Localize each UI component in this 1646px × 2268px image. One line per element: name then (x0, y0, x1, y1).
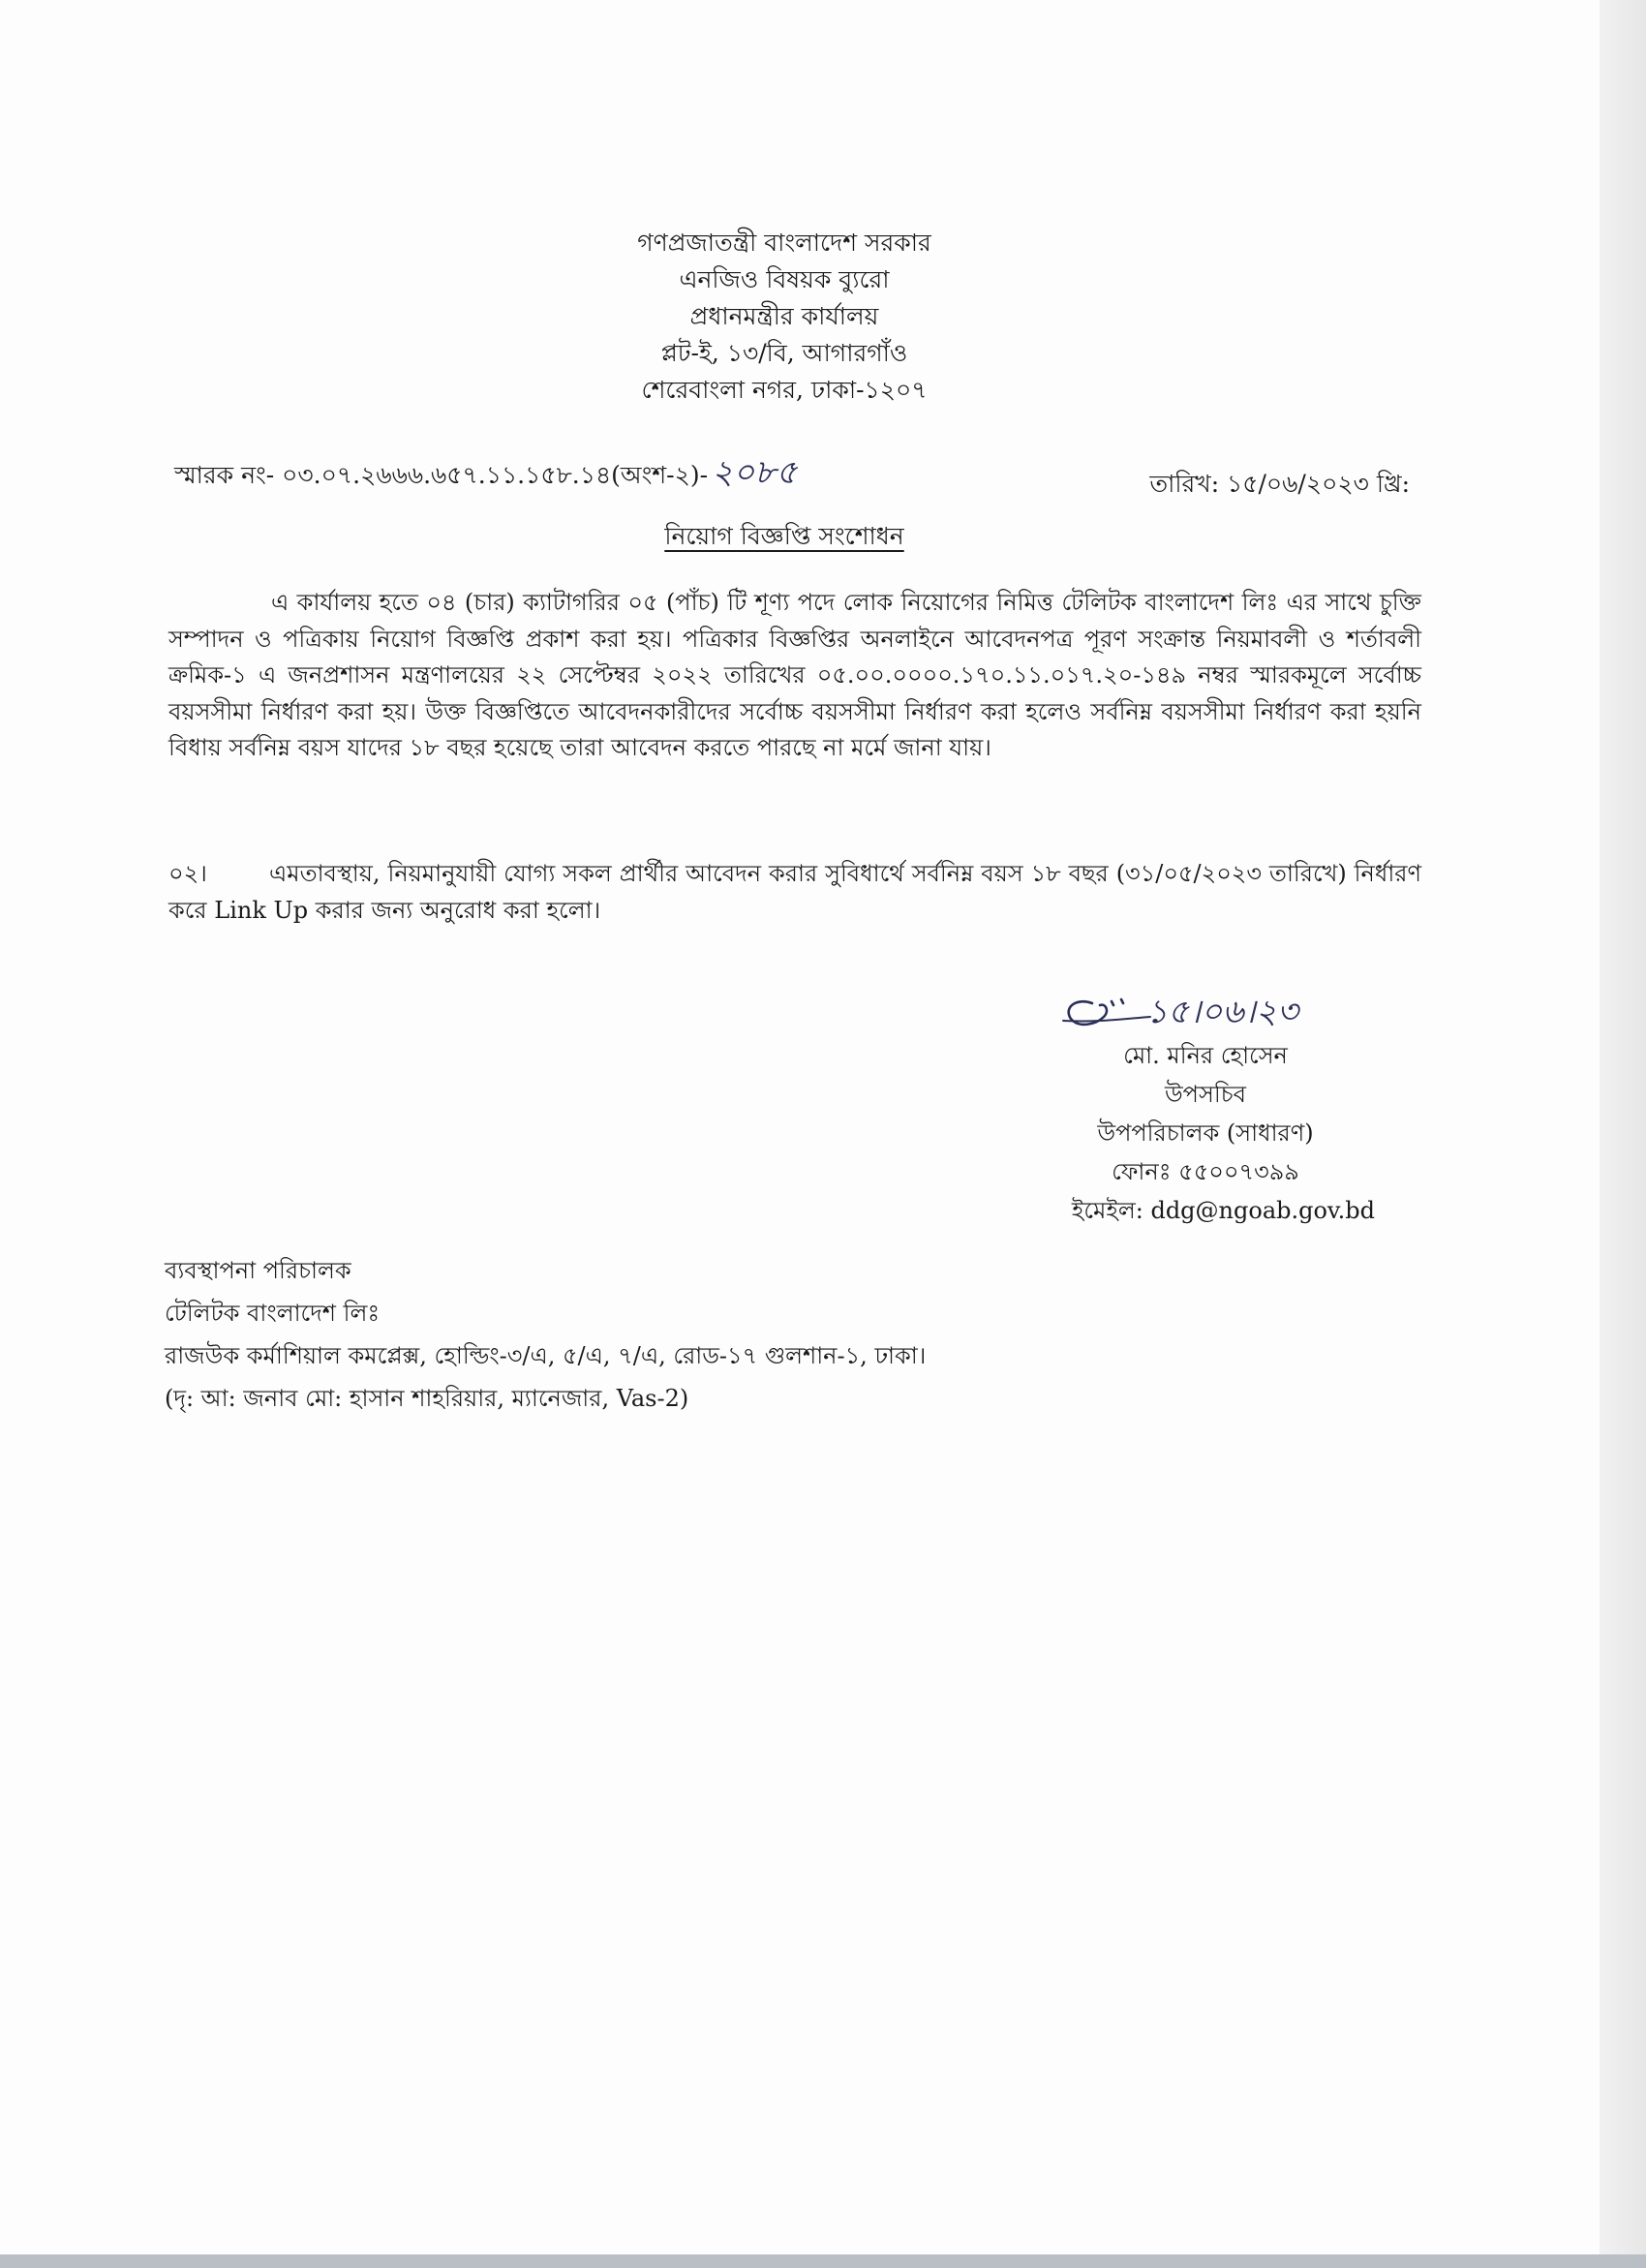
body-paragraph-1: এ কার্যালয় হতে ০৪ (চার) ক্যাটাগরির ০৫ (পাঁচ) টি শূণ্য পদে লোক নিয়োগের নিমিত্ত টেলিটক বাংলাদেশ লিঃ এর সাথে চুক্তি সম্পাদন ও পত্রিকায় নিয়োগ বিজ্ঞপ্তি প্রকাশ করা হয়। পত্রিকার বিজ্ঞপ্তির অনলাইনে আবেদনপত্র পূরণ সংক্রান্ত নিয়মাবলী ও শর্তাবলী ক্রমিক-১ এ জনপ্রশাসন মন্ত্রণালয়ের ২২ সেপ্টেম্বর ২০২২ তারিখের ০৫.০০.০০০০.১৭০.১১.০১৭.২০-১৪৯ নম্বর স্মারকমূলে সর্বোচ্চ বয়সসীমা নির্ধারণ করা হয়। উক্ত বিজ্ঞপ্তিতে আবেদনকারীদের সর্বোচ্চ বয়সসীমা নির্ধারণ করা হলেও সর্বনিম্ন বয়সসীমা নির্ধারণ করা হয়নি বিধায় সর্বনিম্ন বয়স যাদের ১৮ বছর হয়েছে তারা আবেদন করতে পারছে না মর্মে জানা যায়। (168, 589, 1421, 761)
handwritten-date: ১৫।০৬।২৩ (1146, 993, 1298, 1031)
recipient-company: টেলিটক বাংলাদেশ লিঃ (165, 1300, 381, 1327)
signatory-designation: উপসচিব (1164, 1081, 1247, 1108)
handwritten-memo-number: ২০৮৫ (712, 453, 798, 492)
subject-line (0, 517, 1569, 559)
signatory-role: উপপরিচালক (সাধারণ) (1097, 1119, 1314, 1147)
paragraph-number: ০২। (168, 860, 207, 887)
scan-edge-right (1600, 0, 1646, 2268)
recipient-attention: (দৃ: আ: জনাব মো: হাসান শাহরিয়ার, ম্যানেজার, Vas-2) (165, 1385, 689, 1412)
signature-block (930, 1036, 1375, 1230)
letterhead-address: প্লট-ই, ১৩/বি, আগারগাঁও (660, 339, 908, 367)
recipient-title: ব্যবস্থাপনা পরিচালক (165, 1257, 351, 1284)
letterhead (0, 225, 1569, 409)
recipient-address: রাজউক কর্মাশিয়াল কমপ্লেক্স, হোল্ডিং-৩/এ, ৫/এ, ৭/এ, রোড-১৭ গুলশান-১, ঢাকা। (165, 1342, 927, 1369)
signatory-name: মো. মনির হোসেন (1123, 1042, 1288, 1069)
letterhead-government: গণপ্রজাতন্ত্রী বাংলাদেশ সরকার (637, 229, 931, 257)
letterhead-office: প্রধানমন্ত্রীর কার্যালয় (689, 302, 879, 330)
recipient-block (165, 1249, 926, 1420)
letterhead-city: শেরেবাংলা নগর, ঢাকা-১২০৭ (641, 376, 928, 404)
memo-number: স্মারক নং- ০৩.০৭.২৬৬৬.৬৫৭.১১.১৫৮.১৪(অংশ-২)- (174, 461, 709, 489)
signatory-phone: ফোনঃ ৫৫০০৭৩৯৯ (1112, 1158, 1299, 1185)
paragraph-2-text: এমতাবস্থায়, নিয়মানুযায়ী যোগ্য সকল প্রার্থীর আবেদন করার সুবিধার্থে সর্বনিম্ন বয়স ১৮ বছর (৩১/০৫/২০২৩ তারিখে) নির্ধারণ করে Link Up করার জন্য অনুরোধ করা হলো। (168, 860, 1421, 924)
memo-reference (174, 447, 797, 503)
memo-date: তারিখ: ১৫/০৬/২০২৩ খ্রি: (1149, 470, 1410, 498)
signatory-email: ইমেইল: ddg@ngoab.gov.bd (1071, 1197, 1375, 1224)
scan-edge-bottom (0, 2254, 1646, 2268)
body-paragraph-2 (168, 856, 1421, 929)
handwritten-signature (1057, 978, 1328, 1038)
subject-text: নিয়োগ বিজ্ঞপ্তি সংশোধন (664, 522, 904, 550)
letterhead-bureau: এনজিও বিষয়ক ব্যুরো (679, 265, 890, 293)
